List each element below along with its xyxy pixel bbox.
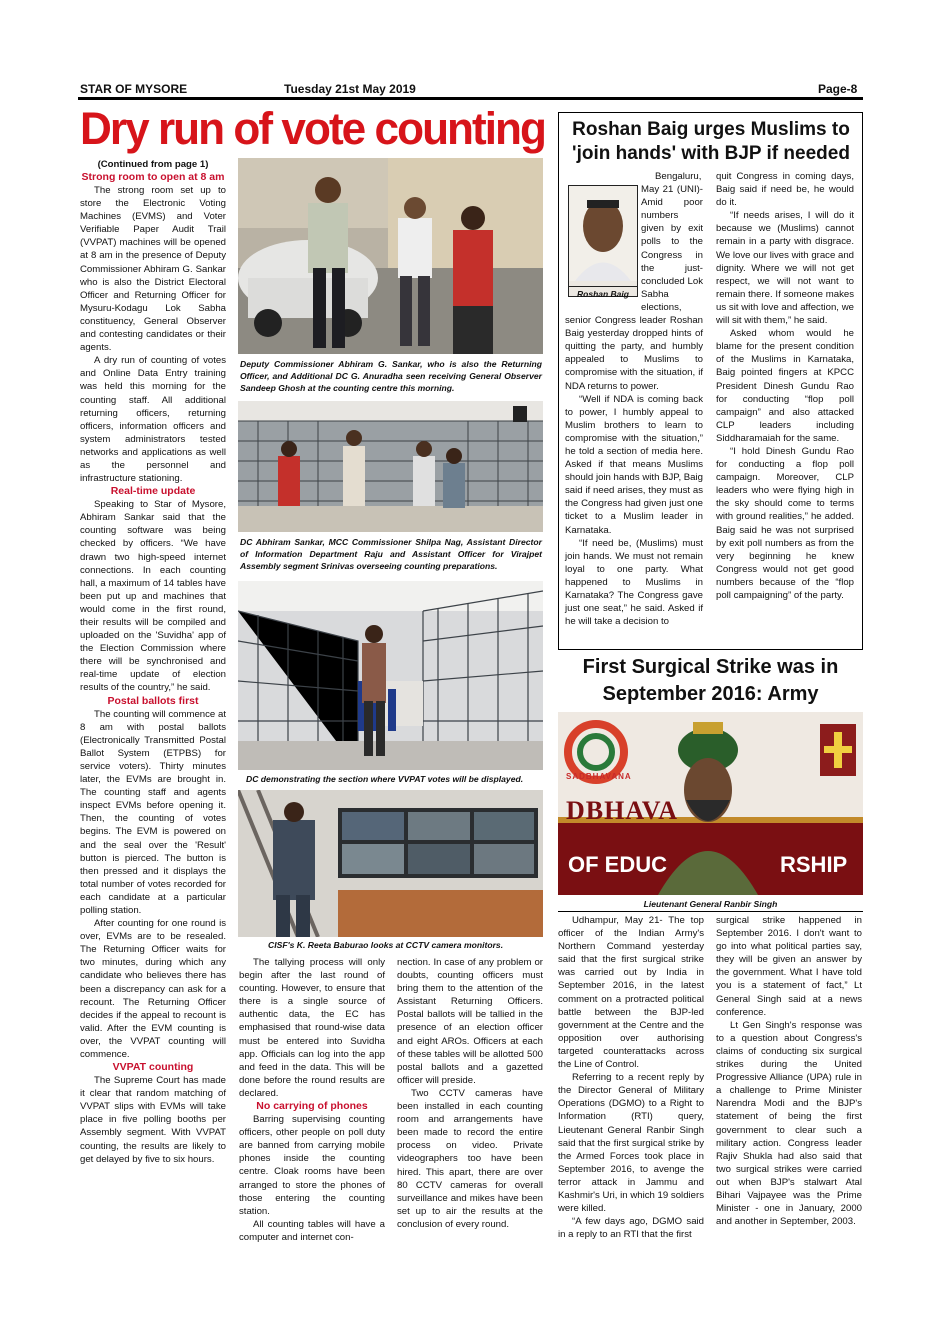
paragraph: quit Congress in coming days, Baig said if need be, he would do it. [716, 171, 854, 209]
paragraph: Referring to a recent reply by the Director General of Military Operations (DGMO) to a Right to Information (RTI) query, Lieutenant General Ranbir Singh said that the first surgical strike by the Armed Forces took place in September 2016, to avenge the terror attack in Jammu and Kashmir's Uri, in which 19 soldiers were killed. [558, 1072, 704, 1215]
paragraph: The tallying process will only begin after the last round of counting. However, to ensure that there is a single source of authentic data, the EC has emphasised that round-wise data must be entered into Suvidha app. Officials can log into the app and feed in the data. This will be done before the round results are declared. [239, 957, 385, 1099]
paragraph: The counting will commence at 8 am with postal ballots (Electronically Transmitted Postal Ballot System (ETPBS) for service voters). Thirty minutes later, the EVMs are brought in. The counting staff and agents inspect EVMs before opening it. Then, the counting of votes begins. The EVM is powered on and the seal over the 'Result' button is pierced. The button is then pressed and it displays the total number of votes recorded for each candidate at a particular polling station. [80, 708, 226, 916]
banner-logo-text: SADBHAVANA [566, 772, 632, 781]
continued-note: (Continued from page 1) [97, 159, 209, 170]
main-headline: Dry run of vote counting [80, 103, 546, 154]
paragraph: Lt Gen Singh's response was to a question about Congress's claims of conducting six surgical strikes during the United Progressive Alliance (UPA) rule in a challenge to Prime Minister Narendra Modi and the BJP's statement of being the first government to clear such a military action. Congress leader Rajiv Shukla had also said that two surgical strikes were carried out when BJP's stalwart Atal Bihari Vajpayee was the Prime Minister - one in January, 2000 and another in September, 2003. [716, 1019, 862, 1228]
masthead-rule [78, 97, 863, 100]
subhead-real-time: Real-time update [110, 485, 196, 498]
main-column-1 [80, 158, 226, 1166]
subhead-phones: No carrying of phones [256, 1100, 368, 1113]
army-caption: Lieutenant General Ranbir Singh [643, 899, 778, 909]
paragraph: Two CCTV cameras have been installed in each counting room and arrangements have been made to record the entire process on video. Private videographers too have been hired. This apart, there are over 80 CCTV cameras for overall surveillance and mikes have been set up to air the results at the conclusion of every round. [397, 1087, 543, 1230]
paragraph: “I hold Dinesh Gundu Rao for conducting a flop poll campaign. Moreover, CLP leaders who were flying high in the sky should come to terms with ground realities,” he added. Baig said he was not surprised by exit poll numbers as from the very beginning he knew Congress would not get good numbers because of the “flop poll campaigning” of the party. [716, 445, 854, 601]
paragraph: “A few days ago, DGMO said in a reply to an RTI that the first [558, 1216, 704, 1241]
paragraph: Asked whom would he blame for the present condition of the Muslims in Karnataka, Baig pointed fingers at KPCC President Dinesh Gundu Rao for conducting “flop poll campaign” and also attacked CLP leaders including Siddharamaiah for the same. [716, 328, 854, 444]
main-column-3 [397, 956, 543, 1231]
army-column-2 [716, 914, 862, 1228]
paragraph: Speaking to Star of Mysore, Abhiram Sankar said that the counting software was being checked by officers. “We have drawn two high-speed internet connections. In each counting hall, a maximum of 14 tables have been put up and machines that would come in the first round, their results will be compiled and uploaded on the 'Suvidha' app of the Election Commission where there will be synchronised and real-time update of election results of the country,” he said. [80, 499, 226, 694]
paragraph: After counting for one round is over, EVMs are to be resealed. The Returning Officer waits for two minutes, during which any candidate who believes there has been a discrepancy can ask for a recount. The Returning Officer decides if the appeal to recount is valid. After the EVM counting is over, the VVPAT counting will commence. [80, 918, 226, 1060]
col1-part-c [80, 708, 226, 1062]
subhead-strong-room: Strong room to open at 8 am [81, 171, 225, 183]
paragraph: Udhampur, May 21- The top officer of the Indian Army's Northern Command yesterday said that the first surgical strike was carried out by India in September 2016, in the latest comment on a protracted political battle between the BJP-led government at the Centre and the opposition over authorising targeted counterattacks across the Line of Control. [558, 915, 704, 1071]
army-column-1 [558, 914, 704, 1241]
masthead-date: Tuesday 21st May 2019 [284, 82, 416, 96]
col1-part-b [80, 498, 226, 694]
army-headline: First Surgical Strike was in September 2016: Army [582, 656, 839, 705]
masthead-paper: STAR OF MYSORE [80, 82, 188, 96]
army-caption-rule [558, 911, 863, 912]
masthead-page: Page-8 [818, 82, 858, 96]
baig-column-2 [716, 170, 854, 602]
photo-vvpat-section [238, 581, 543, 770]
caption-1: Deputy Commissioner Abhiram G. Sankar, who is also the Returning Officer, and Additional DC G. Anuradha seen receiving General Observer Sandeep Ghosh at the counting centre this morning. [240, 359, 542, 393]
subhead-vvpat: VVPAT counting [112, 1061, 194, 1074]
paragraph: “Well if NDA is coming back to power, I humbly appeal to Muslim brothers to learn to compromise with the situation,” he told a section of media here. Asked if that means Muslims should join hands with BJP, Baig said if need arises, they must as the Congress had given just one ticket to a Muslim leader in Karnataka. [565, 393, 703, 536]
paragraph: The Supreme Court has made it clear that random matching of VVPAT slips with EVMs will take place in five polling booths per Assembly segment. With VVPAT counting, the results are likely to get delayed by five to six hours. [80, 1075, 226, 1165]
main-column-2 [239, 956, 385, 1244]
paragraph: Barring supervising counting officers, other people on poll duty are banned from carrying mobile phones inside the counting centre. Cloak rooms have been arranged to store the phones of those entering the counting station. [239, 1114, 385, 1217]
photo-counting-preparations [238, 401, 543, 532]
photo-ranbir-singh [558, 712, 863, 895]
banner-text-bottom-left: OF EDUC [568, 852, 667, 877]
paragraph: “If need be, (Muslims) must join hands. We must not remain loyal to one party. What happened to Muslims in Karnataka? The Congress gave just one seat,” he said. Asked if he will take a decision to [565, 537, 703, 628]
paragraph: “If needs arises, I will do it because we (Muslims) cannot remain in a party with disgrace. We love our lives with grace and dignity. Where we will not get respect, we will not want to remain there. If someone makes us sit with love and affection, we will sit with them,” he said. [716, 210, 854, 327]
caption-2: DC Abhiram Sankar, MCC Commissioner Shilpa Nag, Assistant Director of Information Department Raju and Assistant Officer for Virajpet Assembly segment Srinivas overseeing counting preparations. [240, 537, 542, 571]
paragraph: All counting tables will have a computer and internet con- [239, 1218, 385, 1243]
paragraph: surgical strike happened in September 2016. I don't want to go into what political parties say, they will be given an answer by the government. What I have told you is a statement of fact,” Lt General Singh said at a news conference. [716, 915, 862, 1018]
baig-photo-label: Roshan Baig [569, 286, 637, 302]
caption-4: CISF's K. Reeta Baburao looks at CCTV camera monitors. [268, 940, 504, 950]
baig-headline: Roshan Baig urges Muslims to 'join hands' with BJP if needed [572, 119, 850, 164]
paragraph: A dry run of counting of votes and Online Data Entry training was held this morning for the counting staff. All additional returning officers, returning officers, information officers and system administrators tested networks and applications as well as the personnel and infrastructure stationing. [80, 355, 226, 485]
col1-part-d [80, 1074, 226, 1166]
caption-3: DC demonstrating the section where VVPAT votes will be displayed. [246, 774, 524, 784]
paragraph: Bengaluru, May 21 (UNI)- Amid poor numbers given by exit polls to the Congress in the just-concluded Lok Sabha elections, senior Congress leader Roshan Baig yesterday dropped hints of quitting the party, and humbly appealed to Muslims to compromise with the situation, if NDA returns to power. [565, 171, 703, 392]
photo-officials-arriving [238, 158, 543, 354]
baig-column-1 [565, 170, 703, 628]
paragraph: The strong room set up to store the Electronic Voting Machines (EVMS) and Voter Verifiable Paper Audit Trail (VVPAT) machines will be opened at 8 am in the presence of Deputy Commissioner Abhiram G. Sankar who is also the District Electoral Officer and Returning Officer for Mysuru-Kodagu Lok Sabha constituency, General Observer and contesting candidates or their agents. [80, 185, 226, 354]
col1-part-a [80, 184, 226, 485]
subhead-postal: Postal ballots first [107, 694, 199, 707]
photo-float-space [565, 170, 641, 312]
banner-text-bottom-right: RSHIP [780, 852, 848, 877]
banner-text-top: DBHAVA [566, 796, 678, 825]
photo-cctv-monitors [238, 790, 543, 937]
paragraph: nection. In case of any problem or doubts, counting officers must bring them to the attention of the Assistant Returning Officers. Postal ballots will be tallied in the presence of an election officer and eight AROs. Officers at each of these tables will be allotted 500 postal ballots and a gazetted officer will preside. [397, 957, 543, 1086]
